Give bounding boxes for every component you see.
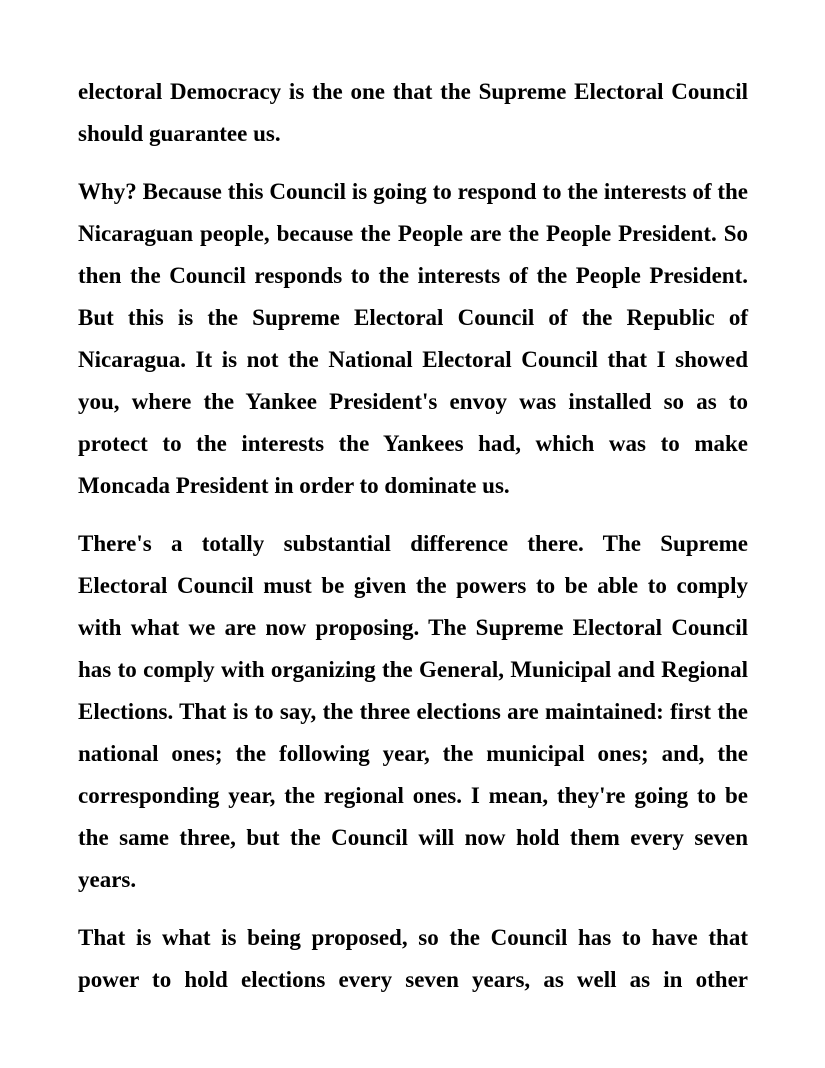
paragraph-4: That is what is being proposed, so the Council has to have that power to hold elections every seven years, as well as in other <box>78 925 748 992</box>
paragraph-1: electoral Democracy is the one that the Supreme Electoral Council should guarantee us. <box>78 79 748 146</box>
paragraph-3: There's a totally substantial difference there. The Supreme Electoral Council must be given the powers to be able to comply with what we are now proposing. The Supreme Electoral Council has to comply with organizing the General, Municipal and Regional Elections. That is to say, the three elections are maintained: first the national ones; the following year, the municipal ones; and, the corresponding year, the regional ones. I mean, they're going to be the same three, but the Council will now hold them every seven years. <box>78 531 748 892</box>
paragraph-2: Why? Because this Council is going to respond to the interests of the Nicaraguan people, because the People are the People President. So then the Council responds to the interests of the People President. But this is the Supreme Electoral Council of the Republic of Nicaragua. It is not the National Electoral Council that I showed you, where the Yankee President's envoy was installed so as to protect to the interests the Yankees had, which was to make Moncada President in order to dominate us. <box>78 179 748 498</box>
document-page <box>78 71 748 1017</box>
